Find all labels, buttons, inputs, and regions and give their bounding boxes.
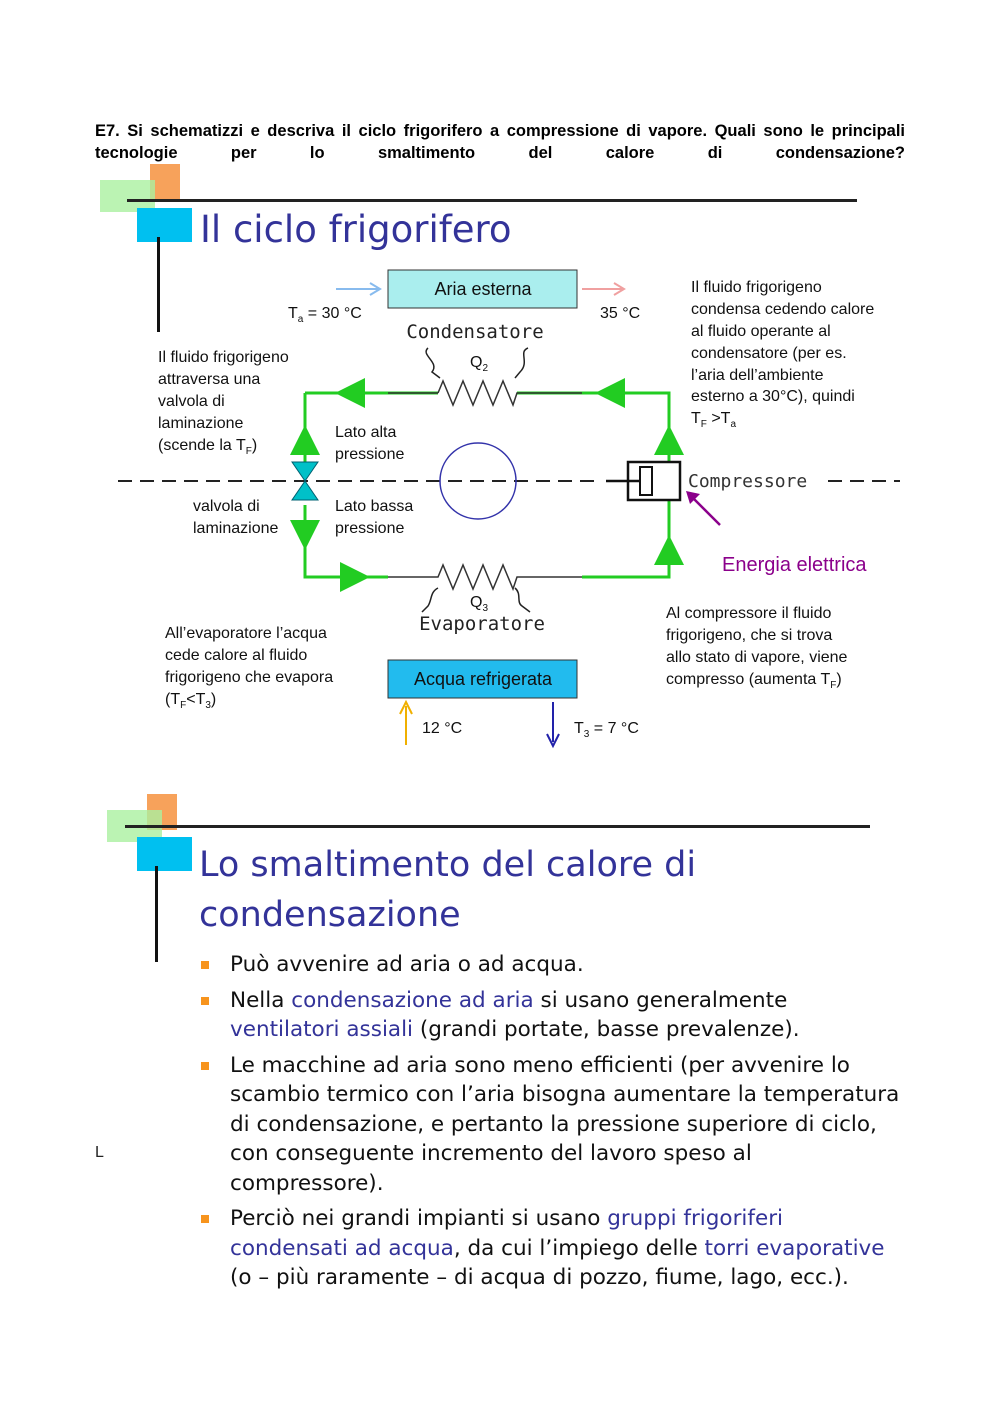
aria-esterna-label: Aria esterna: [434, 279, 532, 299]
highlight-term: torri evaporative: [704, 1235, 885, 1261]
compressore-label: Compressore: [688, 471, 808, 492]
lato-alta-label: Lato alta pressione: [335, 424, 405, 463]
evaporator-coil: [388, 565, 582, 589]
bullet-square-icon: [201, 997, 209, 1005]
q2-squiggle-right: [515, 348, 528, 378]
bullet-item: Le macchine ad aria sono meno efficienti (per avvenire lo scambio termico con l’aria bisogna aumentare la temperatura di condensazione, e pertanto la pressione superiore di ciclo, con conseguente incremento del lavoro speso al compressore).: [200, 1051, 900, 1199]
stray-text: L: [95, 1144, 104, 1161]
t3-label: $T_3 = 7$ °C: [574, 720, 639, 740]
slide2-title-line2: condensazione: [199, 895, 461, 935]
evap-note: All’evaporatore l’acqua cede calore al fluido frigorigeno che evapora: [165, 625, 334, 686]
slide2-title-line1: Lo smaltimento del calore di: [199, 845, 697, 885]
condensatore-label: Condensatore: [406, 321, 544, 343]
q2-label: $Q_2$: [470, 354, 489, 374]
slide2-bullet-list: [200, 950, 900, 1299]
comp-note: Al compressore il fluido frigorigeno, che si trova allo stato di vapore, viene: [666, 605, 848, 666]
acqua-refrigerata-label: Acqua refrigerata: [413, 669, 553, 689]
bullet-item: Nella condensazione ad aria si usano generalmente ventilatori assiali (grandi portate, basse prevalenze).: [200, 986, 900, 1045]
bullet-square-icon: [201, 961, 209, 969]
temp-out-label: 35 °C: [600, 305, 641, 322]
bullet-item: Può avvenire ad aria o ad acqua.: [200, 950, 900, 980]
slide2-title: [199, 840, 696, 940]
slide1-title: Il ciclo frigorifero: [200, 208, 512, 251]
t-in-label: 12 °C: [422, 720, 463, 737]
lato-bassa-label: Lato bassa pressione: [335, 498, 414, 537]
highlight-term: gruppi frigoriferi condensati ad acqua: [230, 1206, 784, 1261]
left-note: Il fluido frigorigeno attraversa una valvola di laminazione: [158, 349, 289, 432]
comp-note-last: compresso (aumenta $T_F$): [666, 671, 842, 691]
condenser-coil: [388, 381, 582, 405]
ta-label: $T_a = 30$ °C: [288, 305, 362, 325]
left-note-last: (scende la $T_F$): [158, 437, 258, 457]
right-note-last: $T_F >T_a$: [691, 410, 737, 430]
bullet-square-icon: [201, 1215, 209, 1223]
highlight-term: condensazione ad aria: [291, 987, 534, 1013]
cycle-loop: [305, 393, 669, 577]
q3-label: $Q_3$: [470, 594, 489, 614]
evap-note-last: $(T_F<T_3)$: [165, 691, 217, 711]
valvola-label: valvola di laminazione: [193, 498, 279, 537]
evaporatore-label: Evaporatore: [419, 613, 545, 635]
q2-squiggle-left: [426, 348, 440, 378]
energia-label: Energia elettrica: [722, 554, 867, 576]
bullet-square-icon: [201, 1062, 209, 1070]
refrigeration-cycle-diagram: [90, 255, 910, 755]
question-text: E7. Si schematizzi e descriva il ciclo frigorifero a compressione di vapore. Quali sono le principali tecnologie per lo smaltimento del calore di condensazione?: [95, 122, 905, 162]
bullet-item: Perciò nei grandi impianti si usano gruppi frigoriferi condensati ad acqua, da cui l’impiego delle torri evaporative (o – più raramente – di acqua di pozzo, fiume, lago, ecc.).: [200, 1204, 900, 1293]
right-note: Il fluido frigorigeno condensa cedendo calore al fluido operante al condensatore (per es. l’aria dell’ambiente esterno a 30°C), quindi: [691, 279, 875, 405]
highlight-term: ventilatori assiali: [230, 1017, 414, 1042]
